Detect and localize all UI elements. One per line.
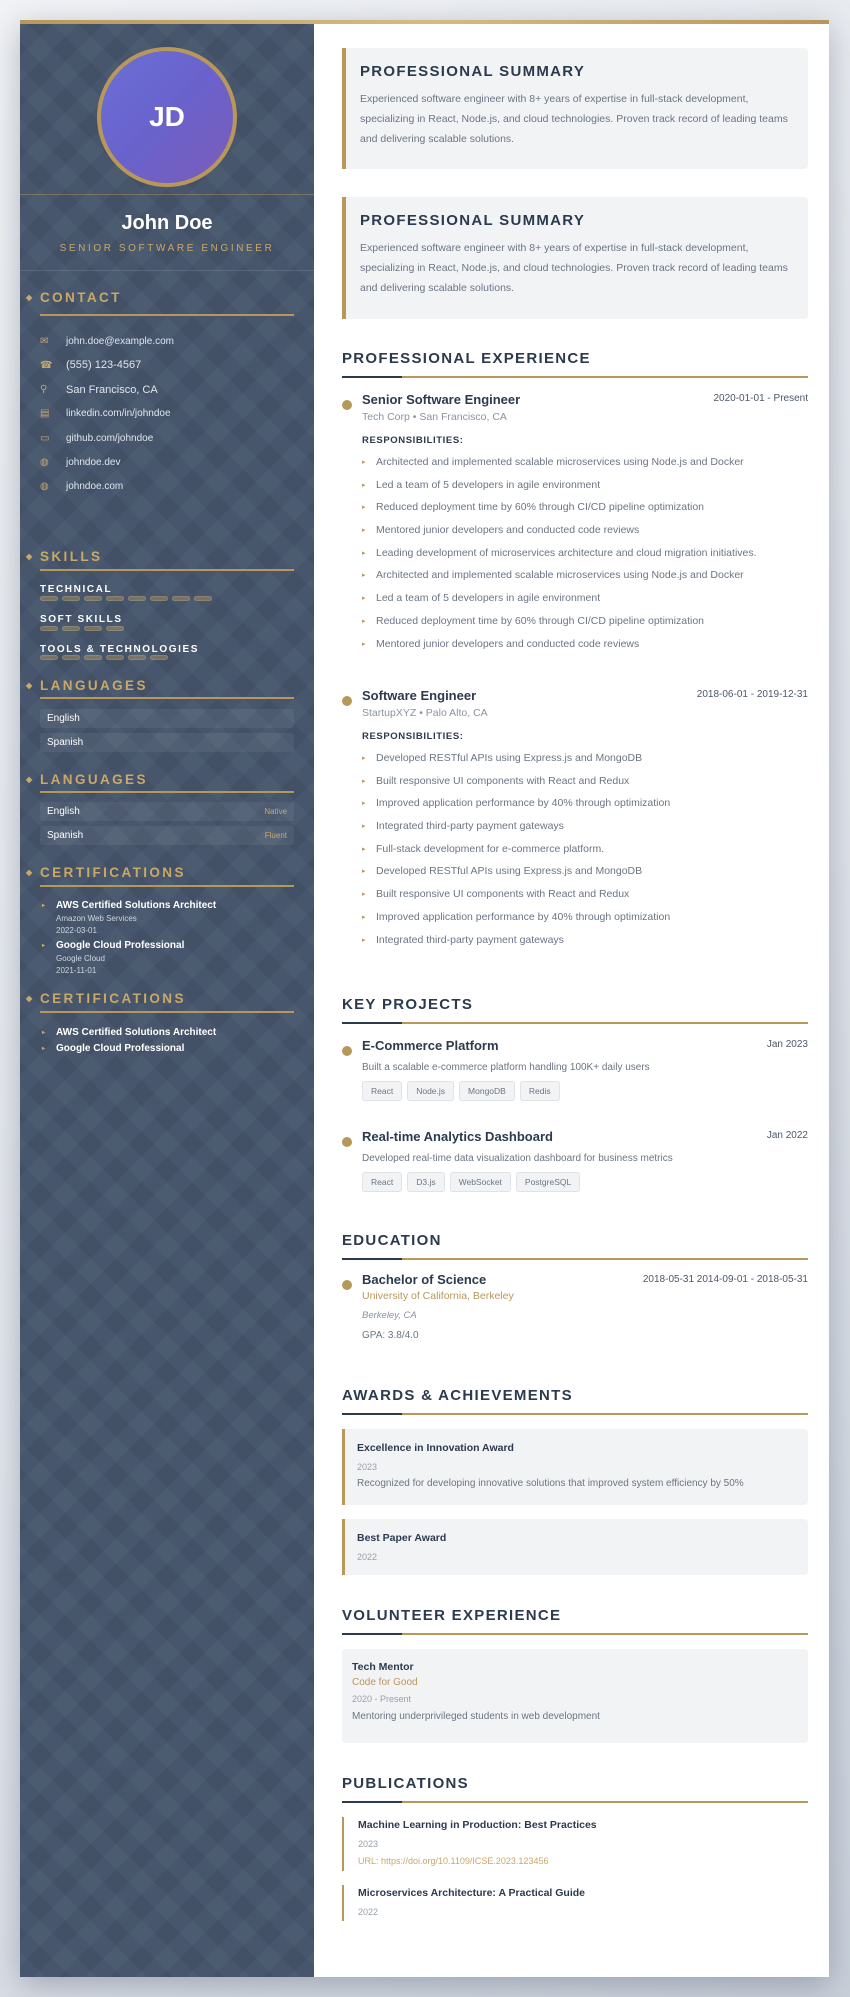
experience-section bbox=[342, 350, 808, 990]
skill-pill bbox=[106, 655, 124, 660]
section-underline bbox=[342, 376, 808, 378]
responsibility-item: ▸ Improved application performance by 40% through optimization bbox=[362, 795, 808, 811]
skill-pill bbox=[62, 596, 80, 601]
skill-pill bbox=[172, 596, 190, 601]
responsibility-list bbox=[362, 454, 808, 538]
education-dates: 2018-05-31 2014-09-01 - 2018-05-31 bbox=[642, 1274, 808, 1285]
award-card bbox=[342, 1519, 808, 1575]
project-name: Real-time Analytics Dashboard bbox=[362, 1129, 553, 1144]
skill-pill bbox=[62, 626, 80, 631]
certification-date: 2022-03-01 bbox=[56, 926, 97, 935]
skill-pill bbox=[40, 655, 58, 660]
heading-underline bbox=[40, 791, 294, 793]
responsibility-item: ▸ Reduced deployment time by 60% through CI/CD pipeline optimization bbox=[362, 499, 808, 515]
contact-item[interactable] bbox=[40, 455, 121, 471]
responsibilities-label: RESPONSIBILITIES: bbox=[362, 435, 464, 446]
skill-pill bbox=[150, 655, 168, 660]
responsibility-item: ▸ Developed RESTful APIs using Express.js and MongoDB bbox=[362, 750, 808, 766]
responsibilities-label: RESPONSIBILITIES: bbox=[362, 731, 464, 742]
language-item bbox=[40, 826, 294, 845]
skill-pill bbox=[84, 655, 102, 660]
github-icon: ▭ bbox=[40, 432, 50, 444]
skill-group-label: TECHNICAL bbox=[40, 584, 113, 595]
skill-pills bbox=[40, 596, 212, 601]
responsibility-item: ▸ Reduced deployment time by 60% through CI/CD pipeline optimization bbox=[362, 613, 808, 629]
certification-item bbox=[42, 1027, 216, 1038]
contact-text: johndoe.dev bbox=[66, 457, 121, 468]
award-description: Recognized for developing innovative solutions that improved system efficiency by 50% bbox=[357, 1478, 744, 1489]
education-section bbox=[342, 1232, 808, 1372]
certification-issuer: Amazon Web Services bbox=[56, 914, 137, 923]
heading-text: LANGUAGES bbox=[40, 678, 148, 693]
skill-pill bbox=[106, 596, 124, 601]
language-name: Spanish bbox=[47, 830, 84, 841]
job-dates: 2020-01-01 - Present bbox=[713, 393, 808, 404]
skill-pills bbox=[40, 626, 124, 631]
responsibility-item: ▸ Leading development of microservices architecture and cloud migration initiatives. bbox=[362, 545, 808, 561]
contact-text: johndoe.com bbox=[66, 481, 124, 493]
responsibility-list bbox=[362, 750, 808, 834]
company-name: StartupXYZ bbox=[362, 707, 417, 719]
diamond-icon: ◆ bbox=[26, 293, 35, 302]
heading-text: LANGUAGES bbox=[40, 772, 148, 787]
contact-text: San Francisco, CA bbox=[66, 383, 158, 396]
responsibility-item: ▸ Led a team of 5 developers in agile environment bbox=[362, 590, 808, 606]
summary-card bbox=[342, 48, 808, 169]
timeline-dot bbox=[342, 1280, 352, 1290]
contact-item[interactable] bbox=[40, 406, 171, 422]
language-name: Spanish bbox=[47, 737, 84, 748]
section-underline bbox=[342, 1801, 808, 1803]
language-level: Fluent bbox=[264, 831, 287, 840]
location-icon: ⚲ bbox=[40, 384, 48, 396]
heading-text: SKILLS bbox=[40, 549, 103, 564]
responsibility-item: ▸ Developed RESTful APIs using Express.js and MongoDB bbox=[362, 863, 808, 879]
sidebar bbox=[20, 24, 314, 1977]
responsibility-item: ▸ Built responsive UI components with React and Redux bbox=[362, 886, 808, 902]
bullet-icon: ▸ bbox=[42, 1046, 46, 1052]
job-dates: 2018-06-01 - 2019-12-31 bbox=[696, 689, 808, 700]
section-underline bbox=[342, 1258, 808, 1260]
separator-dot: • bbox=[416, 707, 426, 719]
globe-icon: ◍ bbox=[40, 481, 49, 493]
bullet-icon: ▸ bbox=[42, 943, 46, 949]
publications-section bbox=[342, 1775, 808, 1935]
job-location: San Francisco, CA bbox=[419, 411, 507, 423]
project-date: Jan 2022 bbox=[766, 1130, 808, 1141]
project-entry bbox=[362, 1038, 808, 1101]
certification-item bbox=[42, 1043, 184, 1054]
responsibility-item: ▸ Integrated third-party payment gateways bbox=[362, 818, 808, 834]
projects-section bbox=[342, 996, 808, 1216]
language-item bbox=[40, 709, 294, 728]
certification-name: AWS Certified Solutions Architect bbox=[56, 900, 217, 911]
skill-pill bbox=[40, 596, 58, 601]
bullet-icon: ▸ bbox=[42, 903, 46, 909]
summary-heading: PROFESSIONAL SUMMARY bbox=[360, 63, 586, 80]
award-year: 2023 bbox=[357, 1462, 378, 1472]
contact-heading bbox=[26, 290, 122, 305]
language-item bbox=[40, 802, 294, 821]
email-icon: ✉ bbox=[40, 335, 49, 347]
language-name: English bbox=[47, 806, 80, 817]
candidate-title: SENIOR SOFTWARE ENGINEER bbox=[59, 243, 275, 254]
volunteer-org: Code for Good bbox=[352, 1677, 418, 1688]
contact-item[interactable] bbox=[40, 479, 123, 495]
gpa: GPA: 3.8/4.0 bbox=[362, 1330, 419, 1341]
phone-icon: ☎ bbox=[40, 359, 53, 371]
resume-page bbox=[20, 20, 829, 1977]
publication-title: Machine Learning in Production: Best Practices bbox=[358, 1819, 597, 1831]
award-title: Best Paper Award bbox=[357, 1532, 447, 1544]
responsibility-item: ▸ Built responsive UI components with React and Redux bbox=[362, 773, 808, 789]
responsibility-list bbox=[362, 545, 808, 652]
language-level: Native bbox=[264, 807, 287, 816]
skill-pills bbox=[40, 655, 168, 660]
heading-text: CERTIFICATIONS bbox=[40, 865, 186, 880]
project-description: Built a scalable e-commerce platform handling 100K+ daily users bbox=[362, 1062, 650, 1073]
job-entry bbox=[362, 392, 808, 658]
certification-name: Google Cloud Professional bbox=[56, 1043, 185, 1054]
job-entry bbox=[362, 688, 808, 954]
skill-pill bbox=[128, 596, 146, 601]
heading-underline bbox=[40, 1011, 294, 1013]
heading-text: CONTACT bbox=[40, 290, 122, 305]
summary-heading: PROFESSIONAL SUMMARY bbox=[360, 212, 586, 229]
certification-name: AWS Certified Solutions Architect bbox=[56, 1027, 217, 1038]
responsibility-item: ▸ Architected and implemented scalable microservices using Node.js and Docker bbox=[362, 454, 808, 470]
certification-item bbox=[42, 900, 216, 911]
bullet-icon: ▸ bbox=[42, 1030, 46, 1036]
globe-icon: ◍ bbox=[40, 457, 49, 468]
school: University of California, Berkeley bbox=[362, 1290, 514, 1302]
award-title: Excellence in Innovation Award bbox=[357, 1442, 514, 1454]
responsibility-list bbox=[362, 841, 808, 948]
tech-tag: PostgreSQL bbox=[516, 1172, 580, 1192]
tech-tag: MongoDB bbox=[459, 1081, 515, 1101]
tech-tag: Node.js bbox=[407, 1081, 454, 1101]
tech-tag: React bbox=[362, 1172, 402, 1192]
skill-group-label: SOFT SKILLS bbox=[40, 614, 123, 625]
tech-tag: React bbox=[362, 1081, 402, 1101]
section-heading: PUBLICATIONS bbox=[342, 1775, 469, 1792]
languages-heading bbox=[26, 772, 148, 787]
publication-title: Microservices Architecture: A Practical Guide bbox=[358, 1887, 586, 1899]
linkedin-icon: ▤ bbox=[40, 408, 50, 420]
summary-card bbox=[342, 197, 808, 319]
job-title: Senior Software Engineer bbox=[362, 392, 521, 407]
award-year: 2022 bbox=[357, 1552, 378, 1562]
heading-underline bbox=[40, 314, 294, 316]
degree: Bachelor of Science bbox=[362, 1272, 487, 1287]
volunteer-section bbox=[342, 1607, 808, 1747]
job-company bbox=[362, 707, 808, 719]
job-company bbox=[362, 411, 808, 423]
separator-dot: • bbox=[409, 411, 420, 423]
tech-tag: Redis bbox=[520, 1081, 560, 1101]
responsibility-item: ▸ Led a team of 5 developers in agile environment bbox=[362, 477, 808, 493]
tech-tag: D3.js bbox=[407, 1172, 444, 1192]
responsibility-item: ▸ Architected and implemented scalable microservices using Node.js and Docker bbox=[362, 567, 808, 583]
section-heading: KEY PROJECTS bbox=[342, 996, 474, 1013]
skill-pill bbox=[150, 596, 168, 601]
volunteer-card bbox=[342, 1649, 808, 1743]
certification-name: Google Cloud Professional bbox=[56, 940, 185, 951]
skill-pill bbox=[84, 626, 102, 631]
certifications-heading bbox=[26, 865, 186, 880]
timeline-dot bbox=[342, 696, 352, 706]
contact-text: linkedin.com/in/johndoe bbox=[66, 408, 171, 420]
certifications-heading bbox=[26, 991, 186, 1006]
contact-text: (555) 123-4567 bbox=[66, 359, 142, 372]
awards-section bbox=[342, 1387, 808, 1587]
responsibility-item: ▸ Full-stack development for e-commerce platform. bbox=[362, 841, 808, 857]
publication-year: 2023 bbox=[358, 1839, 379, 1849]
tech-tags bbox=[362, 1172, 808, 1192]
project-entry bbox=[362, 1129, 808, 1192]
section-underline bbox=[342, 1413, 808, 1415]
certification-date: 2021-11-01 bbox=[56, 966, 97, 975]
divider bbox=[20, 270, 314, 271]
publication-item bbox=[342, 1885, 585, 1921]
contact-item[interactable] bbox=[40, 357, 141, 373]
project-date: Jan 2023 bbox=[766, 1039, 808, 1050]
contact-item[interactable] bbox=[40, 333, 174, 349]
contact-text: john.doe@example.com bbox=[66, 335, 174, 347]
diamond-icon: ◆ bbox=[26, 994, 35, 1003]
company-name: Tech Corp bbox=[362, 411, 410, 423]
diamond-icon: ◆ bbox=[26, 552, 35, 561]
contact-text: github.com/johndoe bbox=[66, 432, 154, 444]
timeline-dot bbox=[342, 1046, 352, 1056]
section-underline bbox=[342, 1022, 808, 1024]
skill-pill bbox=[128, 655, 146, 660]
divider bbox=[20, 194, 314, 195]
contact-item[interactable] bbox=[40, 382, 158, 398]
skill-pill bbox=[106, 626, 124, 631]
languages-heading bbox=[26, 678, 148, 693]
language-item bbox=[40, 733, 294, 752]
job-title: Software Engineer bbox=[362, 688, 477, 703]
summary-text: Experienced software engineer with 8+ years of expertise in full-stack development, specializing in React, Node.js, and cloud technologies. Proven track record of leading teams and delivering scalable solutions. bbox=[360, 93, 788, 145]
responsibility-item: ▸ Improved application performance by 40% through optimization bbox=[362, 909, 808, 925]
diamond-icon: ◆ bbox=[26, 868, 35, 877]
skill-pill bbox=[62, 655, 80, 660]
publication-year: 2022 bbox=[358, 1907, 379, 1917]
volunteer-dates: 2020 - Present bbox=[352, 1694, 412, 1704]
responsibility-item: ▸ Mentored junior developers and conducted code reviews bbox=[362, 522, 808, 538]
project-name: E-Commerce Platform bbox=[362, 1038, 499, 1053]
timeline-dot bbox=[342, 400, 352, 410]
diamond-icon: ◆ bbox=[26, 681, 35, 690]
publication-url[interactable]: URL: https://doi.org/10.1109/ICSE.2023.123456 bbox=[358, 1856, 549, 1866]
job-location: Palo Alto, CA bbox=[425, 707, 488, 719]
certification-issuer: Google Cloud bbox=[56, 954, 105, 963]
tech-tag: WebSocket bbox=[450, 1172, 511, 1192]
skills-heading bbox=[26, 549, 102, 564]
award-card bbox=[342, 1429, 808, 1505]
skill-group-label: TOOLS & TECHNOLOGIES bbox=[40, 644, 200, 655]
volunteer-description: Mentoring underprivileged students in web development bbox=[352, 1711, 600, 1722]
section-heading: AWARDS & ACHIEVEMENTS bbox=[342, 1387, 573, 1404]
timeline-dot bbox=[342, 1137, 352, 1147]
responsibility-item: ▸ Integrated third-party payment gateways bbox=[362, 932, 808, 948]
project-description: Developed real-time data visualization dashboard for business metrics bbox=[362, 1153, 673, 1164]
skill-pill bbox=[84, 596, 102, 601]
diamond-icon: ◆ bbox=[26, 775, 35, 784]
heading-underline bbox=[40, 697, 294, 699]
avatar-initials: JD bbox=[149, 101, 185, 132]
candidate-name: John Doe bbox=[121, 212, 213, 234]
contact-item[interactable] bbox=[40, 430, 153, 446]
skill-pill bbox=[40, 626, 58, 631]
heading-text: CERTIFICATIONS bbox=[40, 991, 186, 1006]
section-heading: PROFESSIONAL EXPERIENCE bbox=[342, 350, 591, 367]
school-location: Berkeley, CA bbox=[362, 1310, 417, 1321]
tech-tags bbox=[362, 1081, 808, 1101]
language-name: English bbox=[47, 713, 80, 724]
heading-underline bbox=[40, 569, 294, 571]
publication-item bbox=[342, 1817, 597, 1871]
summary-text: Experienced software engineer with 8+ years of expertise in full-stack development, specializing in React, Node.js, and cloud technologies. Proven track record of leading teams and delivering scalable solutions. bbox=[360, 242, 788, 294]
avatar bbox=[97, 47, 237, 187]
section-heading: VOLUNTEER EXPERIENCE bbox=[342, 1607, 562, 1624]
volunteer-role: Tech Mentor bbox=[352, 1661, 414, 1673]
heading-underline bbox=[40, 885, 294, 887]
skill-pill bbox=[194, 596, 212, 601]
responsibility-item: ▸ Mentored junior developers and conducted code reviews bbox=[362, 636, 808, 652]
section-heading: EDUCATION bbox=[342, 1232, 442, 1249]
certification-item bbox=[42, 940, 184, 951]
section-underline bbox=[342, 1633, 808, 1635]
